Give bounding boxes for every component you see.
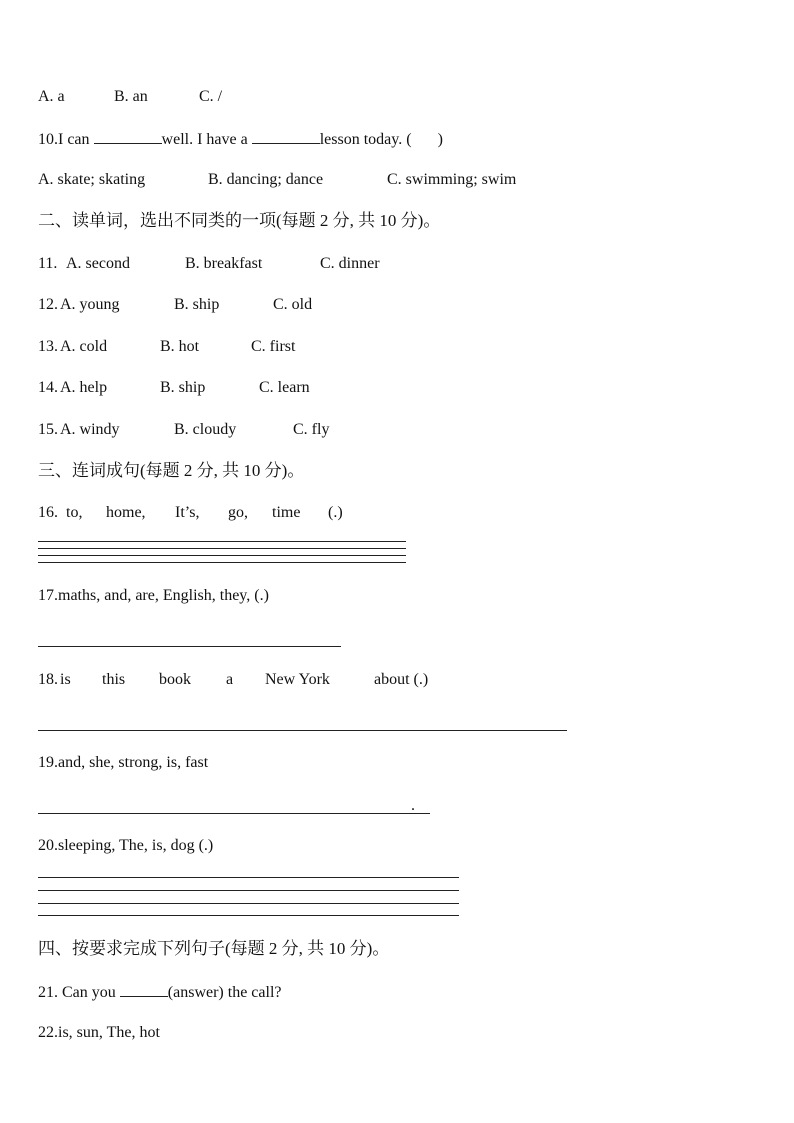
q21 xyxy=(38,982,282,1003)
q15 xyxy=(38,420,438,440)
q20-answer-line[interactable] xyxy=(38,903,459,904)
q9-options xyxy=(38,87,338,107)
q16-word: home, xyxy=(106,504,146,521)
q18-word: is xyxy=(60,671,71,688)
q11-option-a: A. second xyxy=(66,255,130,272)
q14-option-c: C. learn xyxy=(259,379,310,396)
q16-word: go, xyxy=(228,504,248,521)
q18 xyxy=(38,670,458,690)
q13-option-c: C. first xyxy=(251,338,296,355)
q16-answer-line[interactable] xyxy=(38,562,406,563)
q20-answer-line[interactable] xyxy=(38,915,459,916)
q19-answer-line[interactable] xyxy=(38,813,430,814)
q17-text: 17.maths, and, are, English, they, (.) xyxy=(38,587,269,604)
q12-option-b: B. ship xyxy=(174,296,220,313)
q18-number: 18. xyxy=(38,671,58,688)
q21-part2: (answer) the call? xyxy=(167,984,282,1001)
q15-number: 15. xyxy=(38,421,58,438)
q16-word: It’s, xyxy=(175,504,200,521)
q20-answer-line[interactable] xyxy=(38,877,459,878)
q10-stem xyxy=(38,129,443,150)
q18-word: this xyxy=(102,671,126,688)
q10-part3: lesson today. ( xyxy=(319,131,412,148)
q20-text: 20.sleeping, The, is, dog (.) xyxy=(38,837,214,854)
q12 xyxy=(38,295,438,315)
q10-blank-2[interactable] xyxy=(252,129,320,144)
q16 xyxy=(38,503,418,523)
q14 xyxy=(38,378,438,398)
q11-option-b: B. breakfast xyxy=(185,255,263,272)
section2-title: 二、读单词，选出不同类的一项(每题 2 分, 共 10 分)。 xyxy=(38,211,441,230)
q14-option-b: B. ship xyxy=(160,379,206,396)
q11-number: 11. xyxy=(38,255,58,272)
q12-option-c: C. old xyxy=(273,296,313,313)
q10-close-paren: ) xyxy=(437,131,443,148)
q21-part1: 21. Can you xyxy=(38,984,116,1001)
q16-word: time xyxy=(272,504,301,521)
q12-number: 12. xyxy=(38,296,58,313)
q18-word: New York xyxy=(265,671,330,688)
q17-answer-line[interactable] xyxy=(38,646,341,647)
q9-option-c: C. / xyxy=(199,88,223,105)
q13 xyxy=(38,337,438,357)
q14-option-a: A. help xyxy=(60,379,108,396)
q12-option-a: A. young xyxy=(60,296,120,313)
q18-word: a xyxy=(226,671,234,688)
q13-number: 13. xyxy=(38,338,58,355)
q16-word: (.) xyxy=(328,504,343,521)
q16-word: to, xyxy=(66,504,83,521)
q10-option-b: B. dancing; dance xyxy=(208,171,324,188)
q13-option-b: B. hot xyxy=(160,338,200,355)
q11 xyxy=(38,254,438,274)
q18-answer-line[interactable] xyxy=(38,730,567,731)
q10-number: 10. xyxy=(38,131,58,148)
q10-option-a: A. skate; skating xyxy=(38,171,146,188)
q16-answer-line[interactable] xyxy=(38,555,406,556)
q10-options xyxy=(38,170,598,190)
q11-option-c: C. dinner xyxy=(320,255,380,272)
q16-answer-line[interactable] xyxy=(38,548,406,549)
q10-blank-1[interactable] xyxy=(94,129,162,144)
q10-part1: I can xyxy=(58,131,90,148)
q13-option-a: A. cold xyxy=(60,338,108,355)
q10-part2: well. I have a xyxy=(161,131,248,148)
section4-title: 四、按要求完成下列句子(每题 2 分, 共 10 分)。 xyxy=(38,939,390,958)
q16-number: 16. xyxy=(38,504,58,521)
q15-option-a: A. windy xyxy=(60,421,120,438)
q19-text: 19.and, she, strong, is, fast xyxy=(38,754,209,771)
q15-option-c: C. fly xyxy=(293,421,330,438)
q21-blank[interactable] xyxy=(120,982,168,997)
section3-title: 三、连词成句(每题 2 分, 共 10 分)。 xyxy=(38,461,305,480)
q22-text: 22.is, sun, The, hot xyxy=(38,1024,160,1041)
q15-option-b: B. cloudy xyxy=(174,421,237,438)
q18-word: book xyxy=(159,671,191,688)
q9-option-a: A. a xyxy=(38,88,65,105)
q10-option-c: C. swimming; swim xyxy=(387,171,517,188)
q19-period: . xyxy=(411,797,415,814)
q16-answer-line[interactable] xyxy=(38,541,406,542)
q20-answer-line[interactable] xyxy=(38,890,459,891)
q18-word: about (.) xyxy=(374,671,429,688)
q9-option-b: B. an xyxy=(114,88,148,105)
q14-number: 14. xyxy=(38,379,58,396)
